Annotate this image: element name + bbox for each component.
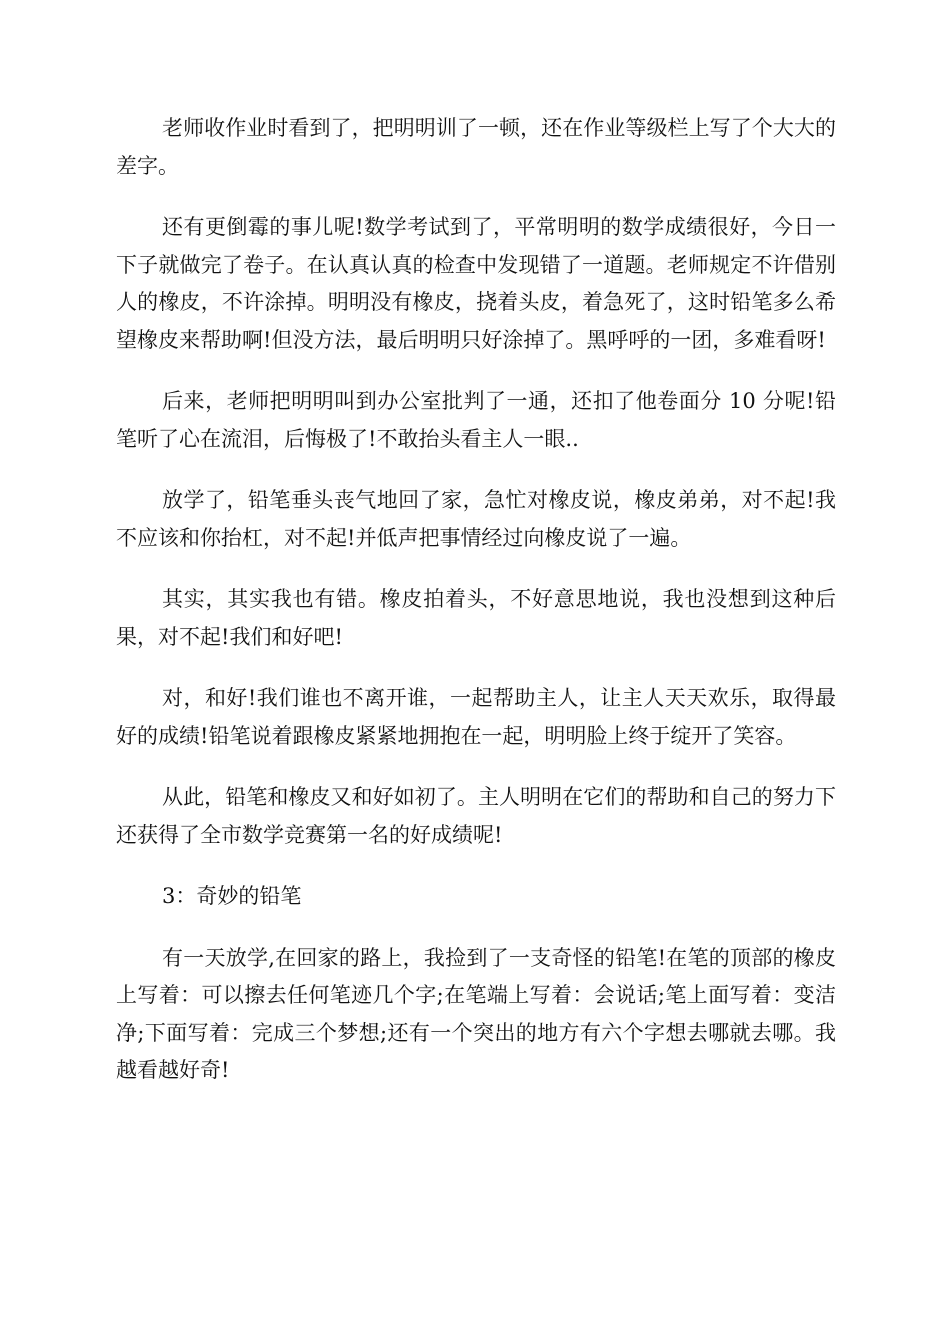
- paragraph: 有一天放学,在回家的路上，我捡到了一支奇怪的铅笔!在笔的顶部的橡皮上写着：可以擦去任何笔迹几个字;在笔端上写着：会说话;笔上面写着：变洁净;下面写着：完成三个梦想;还有一个突出的地方有六个字想去哪就去哪。我越看越好奇!: [116, 945, 836, 1082]
- paragraph: 其实，其实我也有错。橡皮拍着头，不好意思地说，我也没想到这种后果，对不起!我们和好吧!: [116, 587, 836, 649]
- paragraph: 放学了，铅笔垂头丧气地回了家，急忙对橡皮说，橡皮弟弟，对不起!我不应该和你抬杠，对不起!并低声把事情经过向橡皮说了一遍。: [116, 488, 836, 550]
- paragraph: 后来，老师把明明叫到办公室批判了一通，还扣了他卷面分 10 分呢!铅笔听了心在流泪，后悔极了!不敢抬头看主人一眼..: [116, 389, 836, 451]
- document-body: [116, 110, 836, 1114]
- section-heading: 3：奇妙的铅笔: [162, 884, 302, 908]
- paragraph: 从此，铅笔和橡皮又和好如初了。主人明明在它们的帮助和自己的努力下还获得了全市数学竞赛第一名的好成绩呢!: [116, 785, 836, 847]
- paragraph: 老师收作业时看到了，把明明训了一顿，还在作业等级栏上写了个大大的差字。: [116, 116, 836, 178]
- paragraph: 对，和好!我们谁也不离开谁，一起帮助主人，让主人天天欢乐，取得最好的成绩!铅笔说着跟橡皮紧紧地拥抱在一起，明明脸上终于绽开了笑容。: [116, 686, 836, 748]
- paragraph: 还有更倒霉的事儿呢!数学考试到了，平常明明的数学成绩很好，今日一下子就做完了卷子。在认真认真的检查中发现错了一道题。老师规定不许借别人的橡皮，不许涂掉。明明没有橡皮，挠着头皮，着急死了，这时铅笔多么希望橡皮来帮助啊!但没方法，最后明明只好涂掉了。黑呼呼的一团，多难看呀!: [116, 215, 836, 352]
